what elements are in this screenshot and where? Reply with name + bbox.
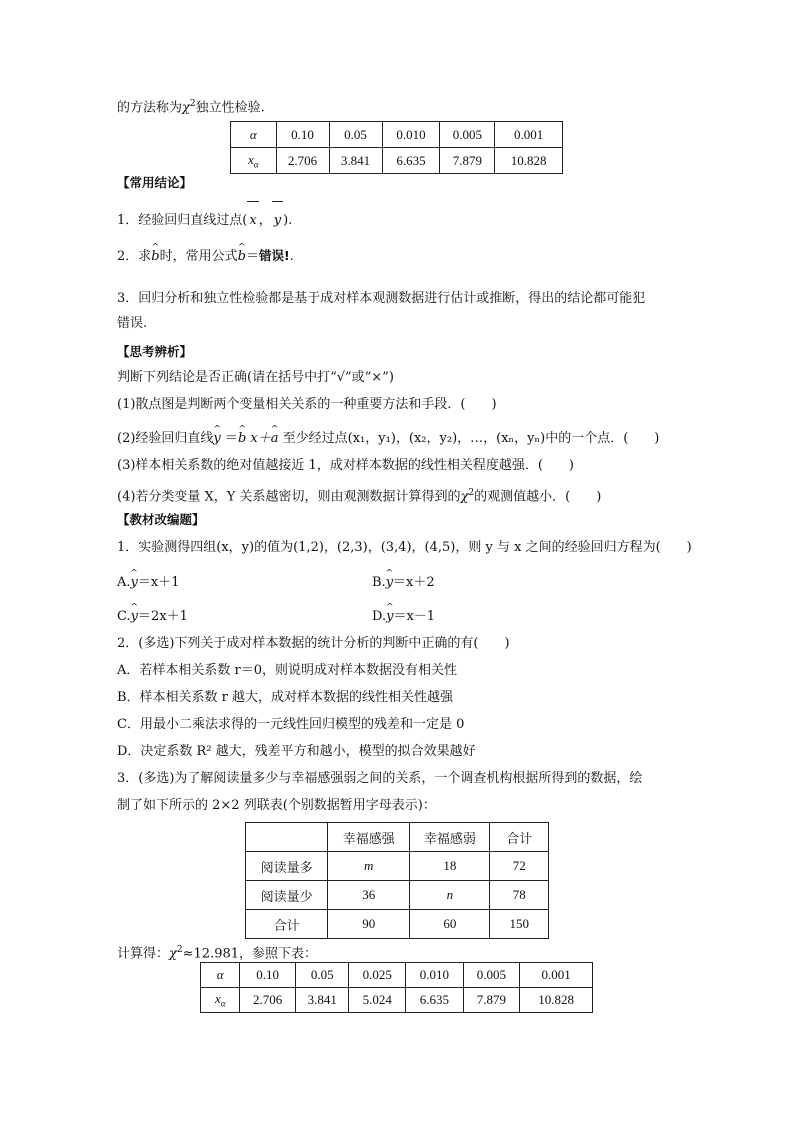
table-cell: m bbox=[328, 852, 410, 881]
critical-value-table-1 bbox=[230, 121, 563, 174]
common-item-3-line-2: 错误. bbox=[117, 316, 148, 331]
option-2d: D．决定系数 R² 越大，残差平方和越小，模型的拟合效果越好 bbox=[117, 744, 476, 759]
table-row bbox=[246, 910, 549, 939]
table-cell: $x_\alpha$ bbox=[201, 988, 240, 1013]
table-cell: 2.706 bbox=[240, 988, 296, 1013]
table-cell: 0.005 bbox=[440, 122, 495, 148]
think-question-1: (1)散点图是判断两个变量相关关系的一种重要方法和手段．( ) bbox=[117, 397, 497, 412]
table-cell: 6.635 bbox=[406, 988, 464, 1013]
table-cell: 0.010 bbox=[382, 122, 440, 148]
option-2c: C．用最小二乘法求得的一元线性回归模型的残差和一定是 0 bbox=[117, 717, 465, 732]
table-cell: 幸福感强 bbox=[328, 823, 410, 852]
table-cell: 0.005 bbox=[463, 963, 520, 988]
table-cell: 5.024 bbox=[349, 988, 406, 1013]
think-question-3: (3)样本相关系数的绝对值越接近 1，成对样本数据的线性相关程度越强．( ) bbox=[117, 458, 574, 473]
table-cell: 阅读量多 bbox=[246, 852, 328, 881]
table-cell: 90 bbox=[328, 910, 410, 939]
table-cell: 3.841 bbox=[295, 988, 349, 1013]
table-cell: 7.879 bbox=[463, 988, 520, 1013]
table-cell: 合计 bbox=[246, 910, 328, 939]
table-cell: 0.001 bbox=[495, 122, 563, 148]
table-cell: α bbox=[201, 963, 240, 988]
error-text: 错误! bbox=[258, 248, 290, 263]
critical-value-table-2 bbox=[200, 962, 593, 1013]
table-cell: 36 bbox=[328, 881, 410, 910]
table-cell: 60 bbox=[410, 910, 490, 939]
table-row bbox=[246, 881, 549, 910]
section-heading-common: 【常用结论】 bbox=[117, 175, 193, 190]
textbook-q3-stem-line-1: 3．(多选)为了解阅读量多少与幸福感强弱之间的关系，一个调查机构根据所得到的数据，绘 bbox=[117, 771, 643, 786]
textbook-q3-stem-line-2: 制了如下所示的 2×2 列联表(个别数据暂用字母表示)： bbox=[117, 798, 436, 813]
table-cell: 2.706 bbox=[276, 148, 329, 174]
common-item-2: 2．求^ b时，常用公式^ b＝错误!. bbox=[117, 248, 294, 265]
option-1b: B.^ y＝x＋2 bbox=[372, 575, 435, 591]
intro-line: 的方法称为$\chi^2$独立性检验. bbox=[117, 99, 265, 116]
table-cell: 10.828 bbox=[495, 148, 563, 174]
table-cell: 0.05 bbox=[329, 122, 382, 148]
table-cell: $x_\alpha$ bbox=[231, 148, 277, 174]
option-2a: A．若样本相关系数 r＝0，则说明成对样本数据没有相关性 bbox=[117, 663, 458, 678]
calc-line: 计算得：$\chi^2\approx 12.981$，参照下表： bbox=[117, 945, 318, 962]
table-cell: 78 bbox=[490, 881, 549, 910]
table-cell: 18 bbox=[410, 852, 490, 881]
think-intro: 判断下列结论是否正确(请在括号中打“√”或“×”) bbox=[117, 370, 394, 385]
option-1d: D.^ y＝x－1 bbox=[372, 609, 435, 625]
table-cell: n bbox=[410, 881, 490, 910]
think-question-4: (4)若分类变量 X，Y 关系越密切，则由观测数据计算得到的$\chi^2$的观测值越小．( ) bbox=[117, 488, 602, 505]
textbook-q2-stem: 2．(多选)下列关于成对样本数据的统计分析的判断中正确的有( ) bbox=[117, 636, 510, 651]
table-cell: 合计 bbox=[490, 823, 549, 852]
table-cell: 0.10 bbox=[240, 963, 296, 988]
table-cell: 0.05 bbox=[295, 963, 349, 988]
think-question-2: (2)经验回归直线^ y ＝^ b x＋^ a 至少经过点(x₁，y₁)，(x₂，y₂)，…，(xₙ，yₙ)中的一个点．( ) bbox=[117, 431, 659, 447]
option-1a: A.^ y＝x＋1 bbox=[117, 575, 180, 591]
table-cell: 0.001 bbox=[520, 963, 593, 988]
table-cell: α bbox=[231, 122, 277, 148]
textbook-q1-stem: 1．实验测得四组(x，y)的值为(1,2)，(2,3)，(3,4)，(4,5)，则 y 与 x 之间的经验回归方程为( ) bbox=[117, 540, 692, 555]
common-item-3-line-1: 3．回归分析和独立性检验都是基于成对样本观测数据进行估计或推断，得出的结论都可能犯 bbox=[117, 291, 646, 306]
table-cell: 10.828 bbox=[520, 988, 593, 1013]
contingency-table bbox=[245, 822, 549, 939]
table-cell: 6.635 bbox=[382, 148, 440, 174]
table-cell: 0.025 bbox=[349, 963, 406, 988]
table-cell: 72 bbox=[490, 852, 549, 881]
table-cell: 阅读量少 bbox=[246, 881, 328, 910]
table-cell: 0.10 bbox=[276, 122, 329, 148]
table-cell: 3.841 bbox=[329, 148, 382, 174]
section-heading-think: 【思考辨析】 bbox=[117, 344, 193, 359]
option-2b: B．样本相关系数 r 越大，成对样本数据的线性相关性越强 bbox=[117, 690, 454, 705]
table-row bbox=[246, 852, 549, 881]
table-cell: 0.010 bbox=[406, 963, 464, 988]
table-cell: 7.879 bbox=[440, 148, 495, 174]
option-1c: C.^ y＝2x＋1 bbox=[117, 609, 188, 625]
section-heading-textbook: 【教材改编题】 bbox=[117, 512, 205, 527]
common-item-1: 1．经验回归直线过点( x ， y ). bbox=[117, 213, 293, 228]
table-cell: 幸福感弱 bbox=[410, 823, 490, 852]
table-cell: 150 bbox=[490, 910, 549, 939]
table-cell bbox=[246, 823, 328, 852]
